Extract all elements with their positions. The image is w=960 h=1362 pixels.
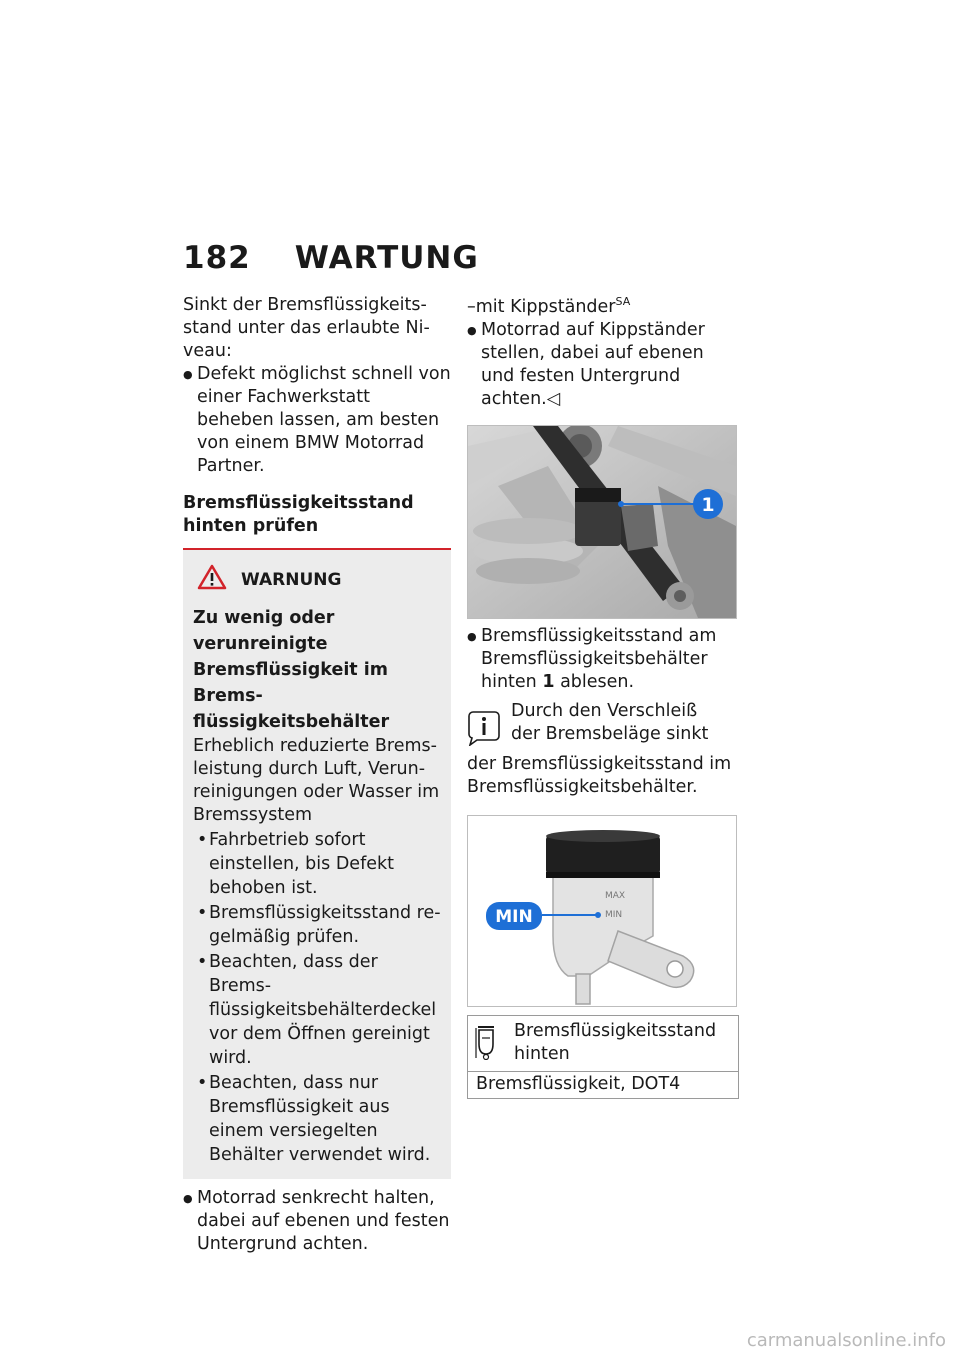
spec-value: Bremsflüssigkeit, DOT4 (476, 1073, 681, 1094)
list-item: ● Motorrad auf Kippständer stellen, dabei auf ebenen und festen Untergrund achten.◁ (467, 319, 739, 411)
stand-list (467, 319, 739, 411)
right-column (467, 290, 739, 1099)
page-number: 182 (183, 240, 251, 276)
warning-description: Erheblich reduzierte Bremsleistung durch Luft, Verunreinigungen oder Wasser im Bremssystem (193, 736, 440, 825)
info-text: Durch den Verschleiß der Bremsbeläge sinkt (511, 700, 709, 744)
left-column (183, 294, 451, 1256)
watermark: carmanualsonline.info (746, 1330, 946, 1351)
max-mark: MAX (605, 890, 626, 901)
intro-text: Sinkt der Bremsflüssigkeitsstand unter das erlaubte Niveau: (183, 295, 430, 361)
info-icon (467, 700, 511, 753)
list-item: • Fahrbetrieb sofort einstellen, bis Defekt behoben ist. (193, 828, 441, 900)
info-text-continued: der Bremsflüssigkeitsstand im Bremsflüssigkeitsbehälter. (467, 753, 732, 797)
callout-reference: 1 (542, 671, 555, 692)
end-mark: ◁ (546, 388, 561, 409)
list-item: ● Motorrad senkrecht halten, dabei auf ebenen und festen Untergrund achten. (183, 1187, 451, 1256)
warning-subject: Zu wenig oder verunreinigte Bremsflüssigkeit im Bremsflüssigkeitsbehälter (193, 608, 390, 732)
warning-title: WARNUNG (241, 570, 342, 590)
min-label: MIN (495, 906, 533, 927)
brake-reservoir-min-photo (467, 815, 737, 1007)
list-item: • Beachten, dass der Bremsflüssigkeitsbehälterdeckel vor dem Öffnen gereinigt wird. (193, 950, 441, 1070)
warning-list (193, 828, 441, 1167)
min-mark: MIN (605, 909, 623, 920)
info-note (467, 700, 739, 799)
spec-table (467, 1015, 739, 1099)
warning-triangle-icon (197, 564, 227, 597)
option-superscript: SA (615, 295, 631, 308)
list-item: ● Bremsflüssigkeitsstand am Bremsflüssigkeitsbehälter hinten 1 ablesen. (467, 625, 739, 694)
option-line: –mit Kippständer$^{SA}$ (467, 295, 631, 317)
intro-list (183, 363, 451, 478)
page-title: WARTUNG (294, 240, 479, 276)
section-title: Bremsflüssigkeitsstand hinten prüfen (183, 493, 414, 536)
warning-header (197, 564, 441, 597)
spec-title: Bremsflüssigkeitsstand hinten (514, 1020, 717, 1064)
warning-box (183, 548, 451, 1179)
list-item: • Beachten, dass nur Bremsflüssigkeit aus einem versiegelten Behälter verwendet wird. (193, 1071, 441, 1167)
list-item: • Bremsflüssigkeitsstand regelmäßig prüfen. (193, 901, 441, 949)
brake-fluid-icon (474, 1020, 514, 1067)
list-item: ● Defekt möglichst schnell von einer Fachwerkstatt beheben lassen, am besten von einem BMW Motorrad Partner. (183, 363, 451, 478)
figure-callout: 1 (701, 493, 715, 516)
page-header (183, 240, 479, 276)
rear-brake-reservoir-photo (467, 425, 737, 619)
final-list (183, 1187, 451, 1256)
read-list (467, 625, 739, 694)
